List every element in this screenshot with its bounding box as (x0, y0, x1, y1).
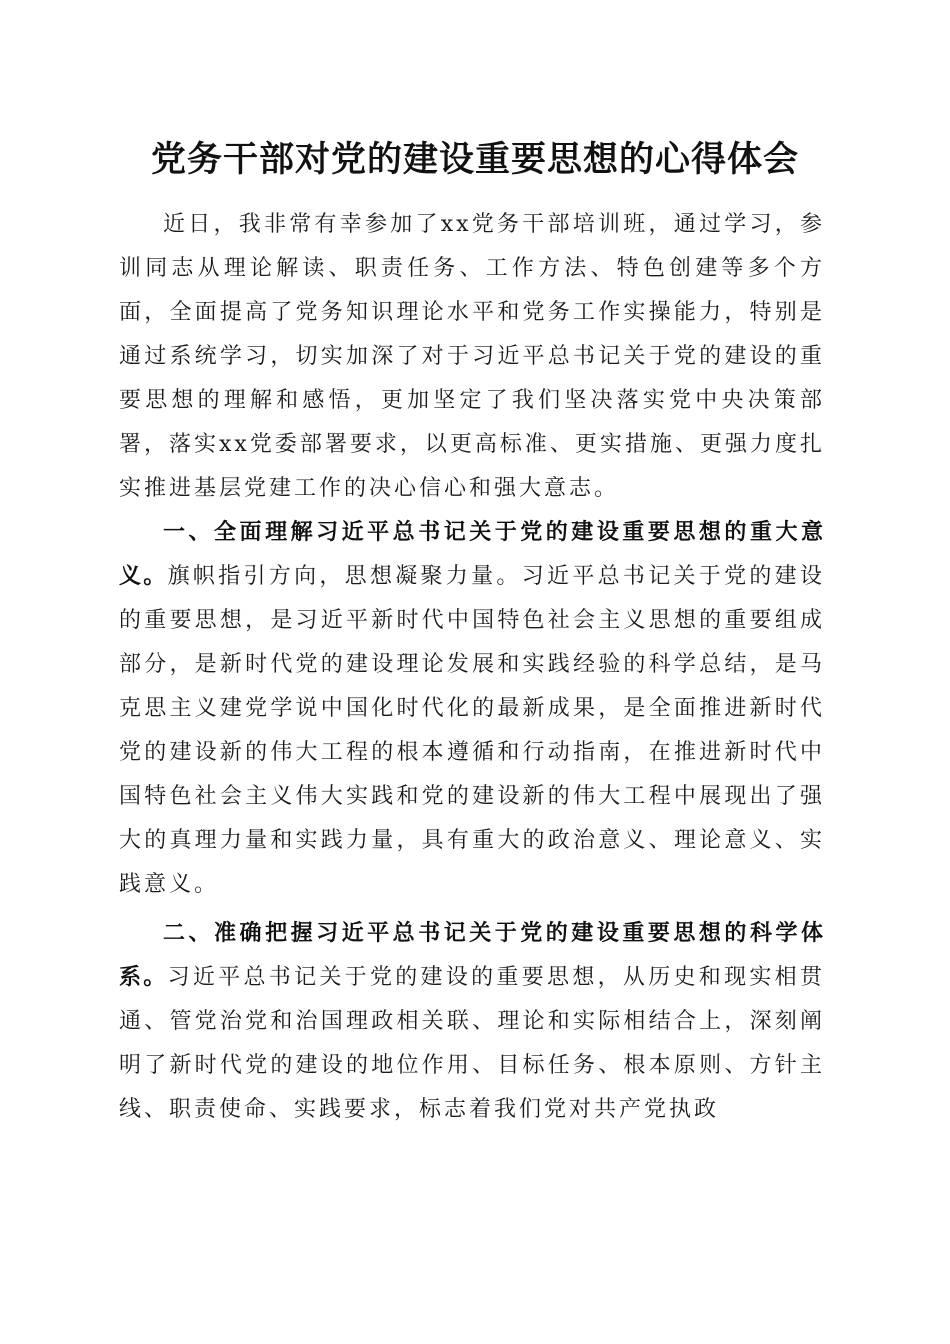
paragraph-intro-text: 近日，我非常有幸参加了xx党务干部培训班，通过学习，参训同志从理论解读、职责任务、工作方法、特色创建等多个方面，全面提高了党务知识理论水平和党务工作实操能力，特别是通过系统学习，切实加深了对于习近平总书记关于党的建设的重要思想的理解和感悟，更加坚定了我们坚决落实党中央决策部署，落实xx党委部署要求，以更高标准、更实措施、更强力度扎实推进基层党建工作的决心信心和强大意志。 (119, 212, 825, 501)
section-2-text: 习近平总书记关于党的建设的重要思想，从历史和现实相贯通、管党治党和治国理政相关联、理论和实际相结合上，深刻阐明了新时代党的建设的地位作用、目标任务、根本原则、方针主线、职责使命、实践要求，标志着我们党对共产党执政 (119, 965, 825, 1122)
document-body (119, 203, 825, 1132)
section-1-text: 旗帜指引方向，思想凝聚力量。习近平总书记关于党的建设的重要思想，是习近平新时代中国特色社会主义思想的重要组成部分，是新时代党的建设理论发展和实践经验的科学总结，是马克思主义建党学说中国化时代化的最新成果，是全面推进新时代党的建设新的伟大工程的根本遵循和行动指南，在推进新时代中国特色社会主义伟大实践和党的建设新的伟大工程中展现出了强大的真理力量和实践力量，具有重大的政治意义、理论意义、实践意义。 (119, 564, 825, 897)
paragraph-section-1 (119, 511, 825, 907)
document-title: 党务干部对党的建设重要思想的心得体会 (150, 139, 799, 180)
section-1-heading: 一、全面理解习近平总书记关于党的建设重要思想的重大意义。 (119, 520, 825, 589)
paragraph-intro (119, 203, 825, 511)
section-2-heading: 二、准确把握习近平总书记关于党的建设重要思想的科学体系。 (119, 921, 825, 990)
paragraph-section-2 (119, 912, 825, 1132)
